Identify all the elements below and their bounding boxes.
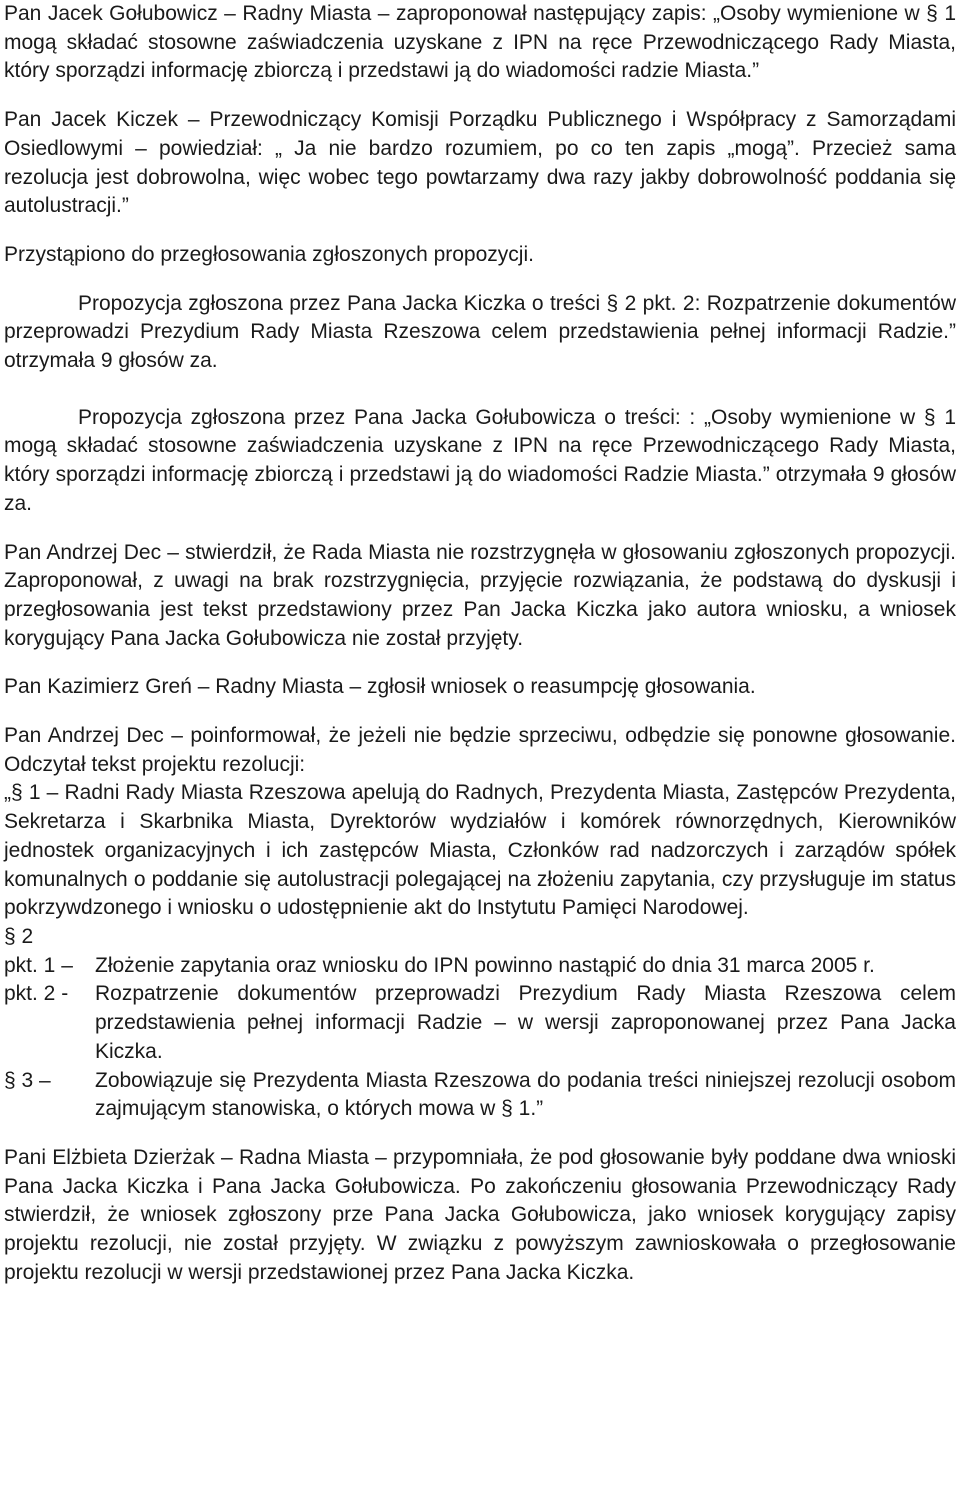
spacer <box>4 221 956 241</box>
resolution-section-1: „§ 1 – Radni Rady Miasta Rzeszowa apelują do Radnych, Prezydenta Miasta, Zastępców Prezydenta, Sekretarza i Skarbnika Miasta, Dyrektorów wydziałów i komórek równorzędnych, Kierowników jednostek organizacyjnych i ich zastępców Miasta, Członków rad nadzorczych i zarządów spółek komunalnych o poddanie się autolustracji polegającej na złożeniu zapytania, czy przysługuje im status pokrzywdzonego i wniosku o udostępnienie akt do Instytutu Pamięci Narodowej. <box>4 781 956 920</box>
paragraph-voting-start: Przystąpiono do przegłosowania zgłoszonych propozycji. <box>4 242 534 266</box>
spacer <box>4 376 956 404</box>
item-text: Złożenie zapytania oraz wniosku do IPN powinno nastąpić do dnia 31 marca 2005 r. <box>95 953 875 977</box>
paragraph-gren-motion: Pan Kazimierz Greń – Radny Miasta – zgłosił wniosek o reasumpcję głosowania. <box>4 675 756 699</box>
paragraph-kiczek-statement: Pan Jacek Kiczek – Przewodniczący Komisji Porządku Publicznego i Współpracy z Samorządami Osiedlowymi – powiedział: „ Ja nie bardzo rozumiem, po co ten zapis „mogą”. Przecież sama rezolucja jest dobrowolna, więc wobec tego powtarzamy dwa razy jakby dobrowolność poddania się autolustracji.” <box>4 108 956 218</box>
paragraph-dec-information: Pan Andrzej Dec – poinformował, że jeżeli nie będzie sprzeciwu, odbędzie się ponowne głosowanie. Odczytał tekst projektu rezolucji: <box>4 724 956 776</box>
paragraph-golubowicz-vote: Propozycja zgłoszona przez Pana Jacka Gołubowicza o treści: : „Osoby wymienione w § 1 mogą składać stosowne zaświadczenia uzyskane z IPN na ręce Przewodniczącego Rady Miasta, który sporządzi informację zbiorczą i przedstawi ją do wiadomości Radzie Miasta.” otrzymała 9 głosów za. <box>4 405 956 515</box>
item-label: pkt. 2 - <box>4 982 69 1006</box>
spacer <box>4 653 956 673</box>
spacer <box>4 1124 956 1144</box>
item-text: Rozpatrzenie dokumentów przeprowadzi Prezydium Rady Miasta Rzeszowa celem przedstawienia pełnej informacji Radzie – w wersji zaproponowanej przez Pana Jacka Kiczka. <box>95 982 956 1063</box>
resolution-section-2-heading: § 2 <box>4 924 34 948</box>
spacer <box>4 86 956 106</box>
paragraph-dec-statement: Pan Andrzej Dec – stwierdził, że Rada Miasta nie rozstrzygnęła w głosowaniu zgłoszonych propozycji. Zaproponował, z uwagi na brak rozstrzygnięcia, przyjęcie rozwiązania, że podstawą do dyskusji i przegłosowania jest tekst przedstawiony przez Pan Jacka Kiczka jako autora wniosku, a wniosek korygujący Pana Jacka Gołubowicza nie został przyjęty. <box>4 540 956 650</box>
paragraph-golubowicz-proposal: Pan Jacek Gołubowicz – Radny Miasta – zaproponował następujący zapis: „Osoby wymienione w § 1 mogą składać stosowne zaświadczenia uzyskane z IPN na ręce Przewodniczącego Rady Miasta, który sporządzi informację zbiorczą i przedstawi ją do wiadomości radzie Miasta.” <box>4 2 956 83</box>
resolution-item-2 <box>4 980 956 1066</box>
document-page <box>4 0 956 1287</box>
item-text: Zobowiązuje się Prezydenta Miasta Rzeszowa do podania treści niniejszej rezolucji osobom zajmującym stanowiska, o których mowa w § 1.” <box>95 1068 956 1121</box>
item-label: § 3 – <box>4 1068 51 1092</box>
item-label: pkt. 1 – <box>4 953 73 977</box>
resolution-item-1 <box>4 952 956 981</box>
paragraph-dzierzak-statement: Pani Elżbieta Dzierżak – Radna Miasta – przypomniała, że pod głosowanie były poddane dwa wnioski Pana Jacka Kiczka i Pana Jacka Gołubowicza. Po zakończeniu głosowania Przewodniczący Rady stwierdził, że wniosek zgłoszony prze Pana Jacka Gołubowicza, jako wniosek korygujący zapisy projektu rezolucji, nie został przyjęty. W związku z powyższym zawnioskowała o przegłosowanie projektu rezolucji w wersji przedstawionej przez Pana Jacka Kiczka. <box>4 1145 956 1284</box>
spacer <box>4 702 956 722</box>
spacer <box>4 270 956 290</box>
spacer <box>4 519 956 539</box>
resolution-section-3 <box>4 1067 956 1124</box>
paragraph-kiczek-vote: Propozycja zgłoszona przez Pana Jacka Kiczka o treści § 2 pkt. 2: Rozpatrzenie dokumentów przeprowadzi Prezydium Rady Miasta Rzeszowa celem przedstawienia pełnej informacji Radzie.” otrzymała 9 głosów za. <box>4 291 956 373</box>
